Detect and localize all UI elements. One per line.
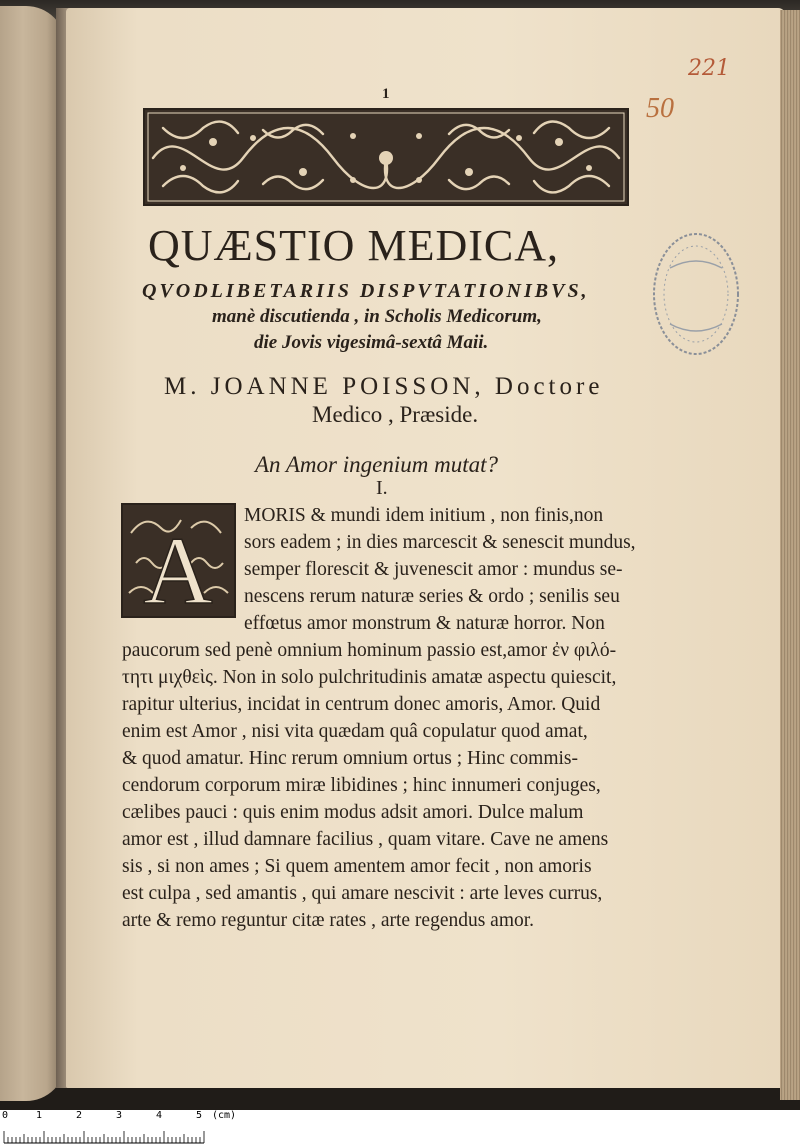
ruler-unit: (cm) bbox=[212, 1110, 237, 1121]
text-line: τητι μιχθεὶς. Non in solo pulchritudinis amatæ aspectu quiescit, bbox=[122, 667, 617, 688]
text-line: rapitur ulterius, incidat in centrum donec amoris, Amor. Quid bbox=[122, 694, 601, 715]
dropcap-letter: A bbox=[143, 517, 213, 618]
folio-number: 1 bbox=[382, 86, 390, 102]
praeses-line-1: M. JOANNE POISSON, Doctore bbox=[164, 373, 604, 400]
text-line: amor est , illud damnare facilius , quam vitare. Cave ne amens bbox=[122, 829, 609, 850]
text-line: nescens rerum naturæ series & ordo ; senilis seu bbox=[244, 586, 620, 607]
text-line: cendorum corporum miræ libidines ; hinc innumeri conjuges, bbox=[122, 775, 601, 796]
text-line: effœtus amor monstrum & naturæ horror. Non bbox=[244, 613, 605, 634]
praeses-line-2: Medico , Præside. bbox=[312, 402, 479, 427]
text-line: & quod amatur. Hinc rerum omnium ortus ; Hinc commis- bbox=[122, 748, 579, 769]
ruler-label: 5 bbox=[196, 1110, 203, 1121]
section-numeral: I. bbox=[376, 477, 388, 499]
subtitle-line-2: manè discutienda , in Scholis Medicorum, bbox=[212, 306, 542, 327]
text-line: cælibes pauci : quis enim modus adsit amori. Dulce malum bbox=[122, 802, 584, 823]
subtitle-line-1: QVODLIBETARIIS DISPVTATIONIBVS, bbox=[142, 280, 590, 302]
text-line: est culpa , sed amantis , qui amare nescivit : arte leves currus, bbox=[122, 883, 603, 904]
subtitle-line-3: die Jovis vigesimâ-sextâ Maii. bbox=[254, 332, 489, 353]
page-stack-edge bbox=[780, 10, 800, 1100]
text-line: paucorum sed penè omnium hominum passio est,amor ἐν φιλό- bbox=[122, 640, 617, 661]
scale-ruler bbox=[0, 1110, 800, 1144]
text-line: semper florescit & juvenescit amor : mundus se- bbox=[244, 559, 623, 580]
text-line: sors eadem ; in dies marcescit & senescit mundus, bbox=[244, 532, 636, 553]
ruler-label: 0 bbox=[2, 1110, 9, 1121]
ruler-label: 2 bbox=[76, 1110, 83, 1121]
woodcut-banner-icon bbox=[143, 108, 629, 206]
woodcut-initial-icon bbox=[121, 503, 236, 618]
ruler-label: 1 bbox=[36, 1110, 43, 1121]
ruler-label: 3 bbox=[116, 1110, 123, 1121]
document-title: QUÆSTIO MEDICA, bbox=[148, 221, 559, 270]
text-line: MORIS & mundi idem initium , non finis,non bbox=[244, 505, 604, 526]
text-line: arte & remo reguntur citæ rates , arte regendus amor. bbox=[122, 910, 535, 931]
ruler-label: 4 bbox=[156, 1110, 163, 1121]
library-stamp-icon bbox=[648, 228, 740, 360]
handwritten-mark: 50 bbox=[646, 93, 674, 124]
handwritten-number: 221 bbox=[688, 56, 730, 81]
text-line: enim est Amor , nisi vita quædam quâ copulatur quod amat, bbox=[122, 721, 588, 742]
question-heading: An Amor ingenium mutat? bbox=[255, 452, 498, 477]
text-line: sis , si non ames ; Si quem amentem amor fecit , non amoris bbox=[122, 856, 592, 877]
